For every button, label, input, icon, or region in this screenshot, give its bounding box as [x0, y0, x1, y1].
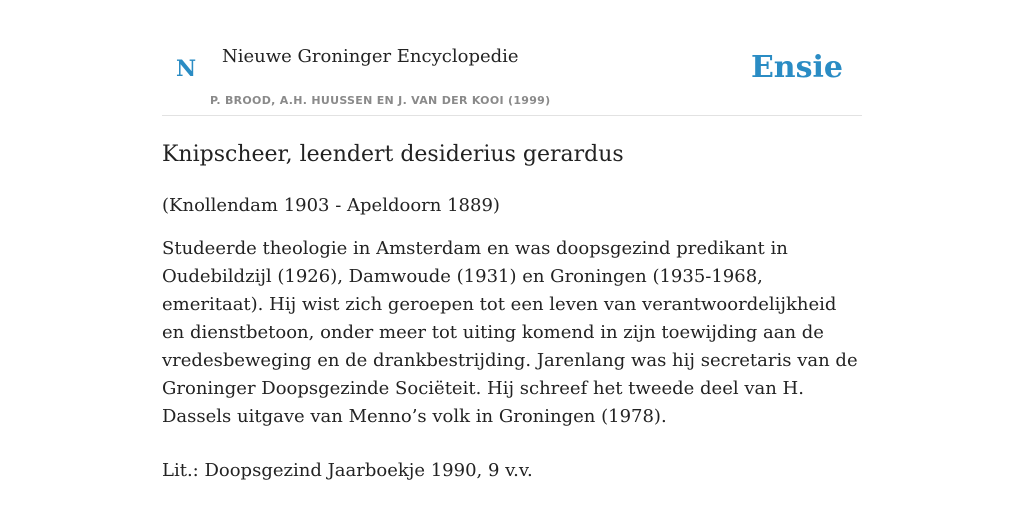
- encyclopedia-logo-icon: N: [176, 56, 197, 82]
- book-title[interactable]: Nieuwe Groninger Encyclopedie: [222, 46, 519, 67]
- entry-header: [162, 40, 862, 116]
- entry-title: Knipscheer, leendert desiderius gerardus: [162, 142, 624, 167]
- encyclopedia-entry-card: [162, 40, 862, 485]
- entry-life-dates: (Knollendam 1903 - Apeldoorn 1889): [162, 195, 500, 216]
- ensie-brand-link[interactable]: Ensie: [750, 50, 843, 85]
- entry-body-text: Studeerde theologie in Amsterdam en was doopsgezind predikant in Oudebildzijl (1926), Damwoude (1931) en Groningen (1935-1968, emeritaat). Hij wist zich geroepen tot een leven van verantwoordelijkheid en dienstbetoon, onder meer tot uiting komend in zijn toewijding aan de vredesbeweging en de drankbestrijding. Jarenlang was hij secretaris van de Groninger Doopsgezinde Sociëteit. Hij schreef het tweede deel van H. Dassels uitgave van Menno’s volk in Groningen (1978).: [162, 238, 858, 427]
- book-authors: P. BROOD, A.H. HUUSSEN EN J. VAN DER KOOI (1999): [210, 94, 551, 107]
- entry-literature: Lit.: Doopsgezind Jaarboekje 1990, 9 v.v.: [162, 460, 533, 481]
